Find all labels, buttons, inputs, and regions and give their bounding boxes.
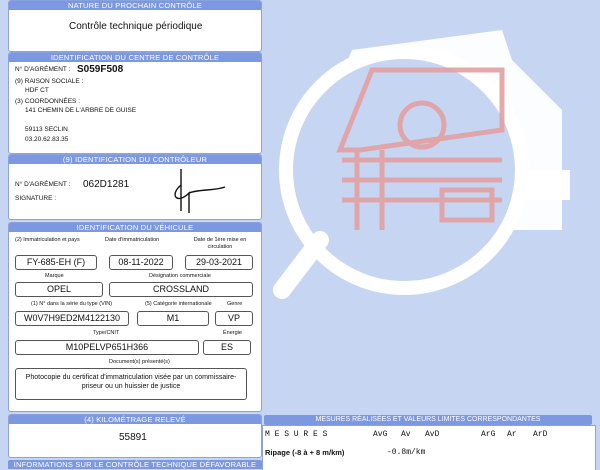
kilometrage-header: (4) KILOMÉTRAGE RELEVÉ — [9, 415, 261, 424]
energie-label: Énergie — [223, 330, 242, 336]
marque-field: OPEL — [15, 282, 103, 297]
nature-value: Contrôle technique périodique — [69, 21, 203, 32]
docs-label: Document(s) présenté(s) — [109, 359, 170, 365]
controleur-section — [8, 154, 262, 220]
centre-agrement-value: S059F508 — [77, 64, 124, 75]
col-arg: ArG — [481, 430, 496, 439]
controleur-signature-label: SIGNATURE : — [15, 195, 57, 202]
energie-field: ES — [203, 340, 251, 355]
docs-field: Photocopie du certificat d'immatriculation visée par un commissaire-priseur ou un huissier de justice — [15, 368, 247, 400]
handwritten-signature — [159, 165, 229, 215]
controle-defavorable-header: INFORMATIONS SUR LE CONTRÔLE TECHNIQUE DÉFAVORABLE — [8, 460, 262, 469]
centre-section — [8, 52, 262, 154]
col-avg: AvG — [373, 430, 388, 439]
immat-label: (2) Immatriculation et pays — [15, 237, 80, 243]
vehicule-section — [8, 222, 262, 412]
centre-header: IDENTIFICATION DU CENTRE DE CONTRÔLE — [9, 53, 261, 62]
genre-label: Genre — [227, 301, 243, 307]
centre-raison-value: HDF CT — [25, 87, 49, 94]
date-mise-label: Date de 1ère mise en circulation — [193, 237, 247, 250]
genre-field: VP — [215, 311, 253, 326]
centre-agrement-label: N° D'AGRÉMENT : — [15, 66, 71, 73]
vin-label: (1) N° dans la série du type (VIN) — [31, 301, 113, 307]
controleur-header: (9) IDENTIFICATION DU CONTRÔLEUR — [9, 155, 261, 164]
ripage-value: -0.8m/km — [387, 448, 426, 457]
designation-label: Désignation commerciale — [149, 273, 211, 279]
type-field: M10PELVP651H366 — [15, 340, 199, 355]
mesures-header: MESURES RÉALISÉES ET VALEURS LIMITES CORRESPONDANTES — [264, 415, 592, 425]
centre-address-line2: 59113 SECLIN — [25, 126, 68, 133]
categorie-field: M1 — [137, 311, 209, 326]
controleur-agrement-label: N° D'AGRÉMENT : — [15, 181, 71, 188]
marque-label: Marque — [45, 273, 64, 279]
col-ard: ArD — [533, 430, 548, 439]
designation-field: CROSSLAND — [109, 282, 253, 297]
type-label: Type/CNIT — [93, 330, 120, 336]
centre-phone: 03.20.62.83.35 — [25, 136, 69, 143]
vin-field: W0V7H9ED2M4122130 — [15, 311, 129, 326]
controleur-agrement-value: 062D1281 — [83, 179, 130, 190]
col-av: Av — [401, 430, 411, 439]
kilometrage-section — [8, 414, 262, 458]
ripage-label: Ripage (-8 à + 8 m/km) — [265, 448, 345, 457]
col-avd: AvD — [425, 430, 440, 439]
date-immat-field: 08-11-2022 — [109, 255, 173, 270]
nature-section — [8, 0, 262, 52]
centre-coord-label: (3) COORDONNÉES : — [15, 98, 81, 105]
date-immat-label: Date d'immatriculation — [105, 237, 160, 243]
immat-field: FY-685-EH (F) — [15, 255, 97, 270]
categorie-label: (5) Catégorie internationale — [145, 301, 212, 307]
col-ar: Ar — [507, 430, 517, 439]
centre-raison-label: (9) RAISON SOCIALE : — [15, 78, 84, 85]
centre-address-line1: 141 CHEMIN DE L'ARBRE DE GUISE — [25, 107, 137, 114]
nature-header: NATURE DU PROCHAIN CONTRÔLE — [9, 1, 261, 10]
mesures-title: M E S U R E S — [265, 430, 328, 439]
mesures-section — [262, 425, 596, 470]
kilometrage-value: 55891 — [119, 432, 147, 443]
date-mise-field: 29-03-2021 — [185, 255, 253, 270]
vehicule-header: IDENTIFICATION DU VÉHICULE — [9, 223, 261, 232]
